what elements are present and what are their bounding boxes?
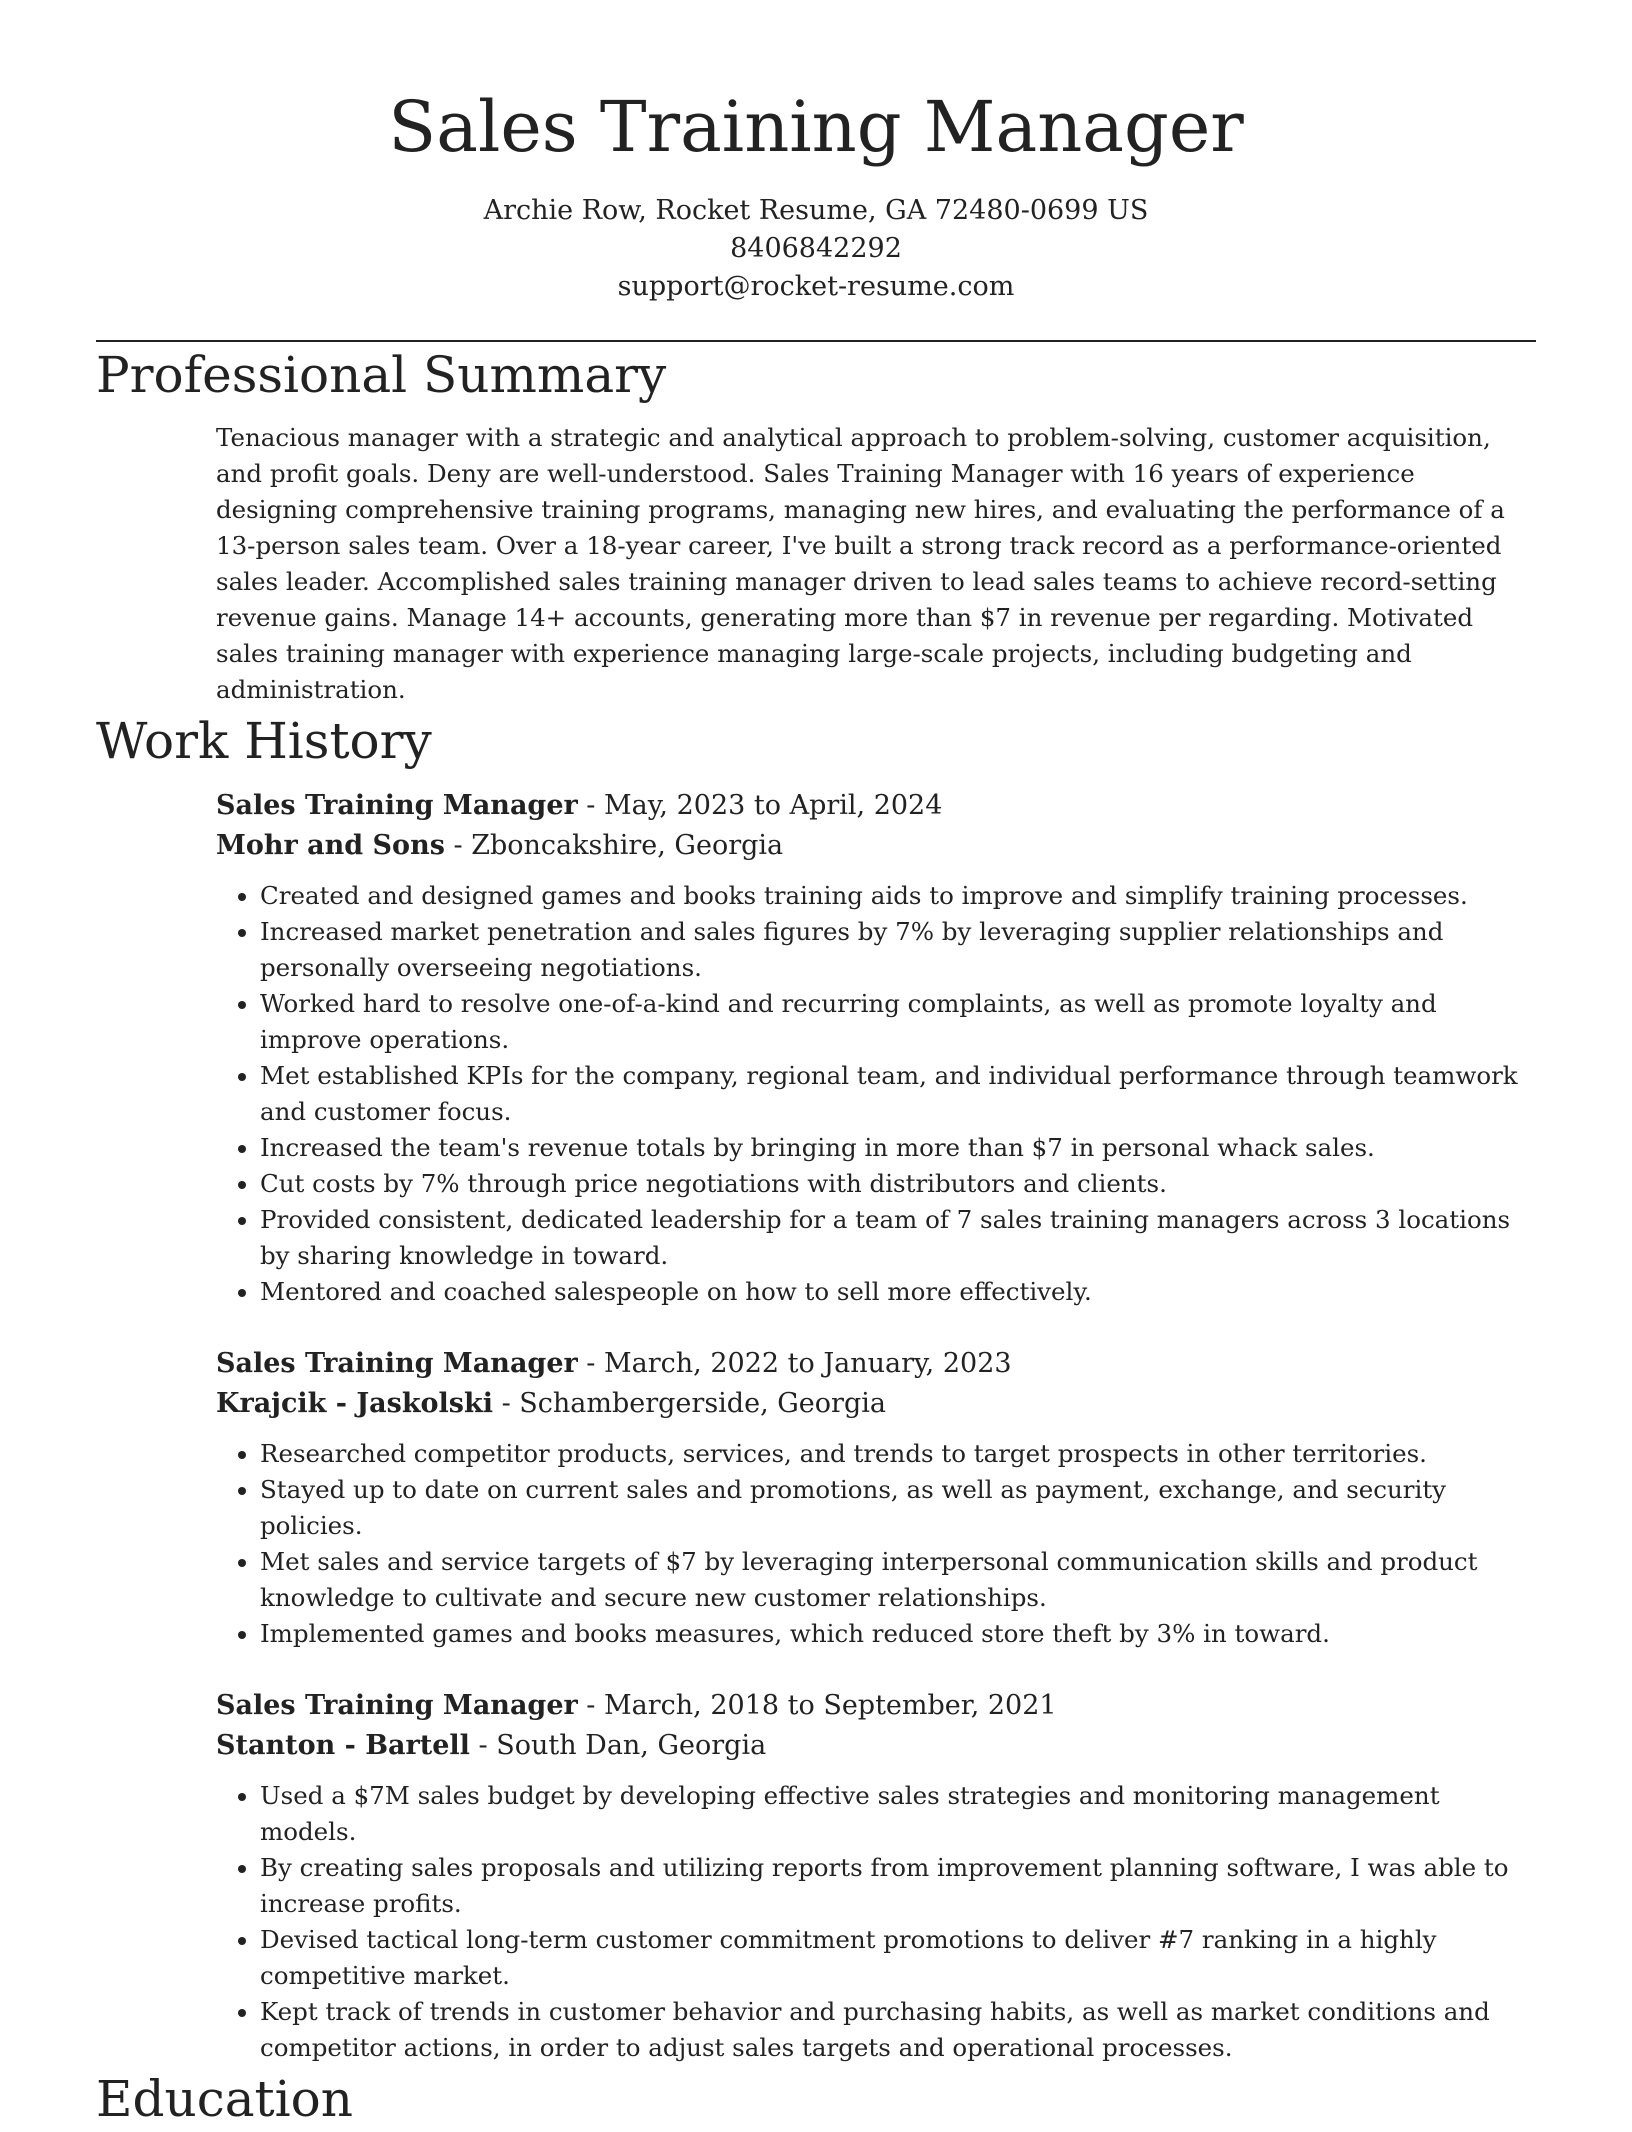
section-heading-summary: Professional Summary [96,346,667,404]
job-company: Krajcik - Jaskolski [216,1388,493,1419]
job-bullet-list [216,878,1536,1310]
job-bullet: • Cut costs by 7% through price negotiations with distributors and clients. [260,1166,1536,1202]
job-bullet: • Implemented games and books measures, which reduced store theft by 3% in toward. [260,1616,1536,1652]
job-entry [216,786,1536,1310]
job-bullet: • Met sales and service targets of $7 by leveraging interpersonal communication skills and product knowledge to cultivate and secure new customer relationships. [260,1544,1536,1616]
job-title-line [216,1686,1536,1726]
resume-title: Sales Training Manager [388,86,1244,168]
job-entry [216,1686,1536,2066]
job-company-line [216,1726,1536,1766]
resume-header [96,0,1536,306]
job-title: Sales Training Manager [216,1690,578,1721]
job-company-line [216,826,1536,866]
job-bullet: • Created and designed games and books training aids to improve and simplify training processes. [260,878,1536,914]
job-title-line [216,786,1536,826]
job-location: - Zboncakshire, Georgia [444,830,784,861]
job-bullet: • Kept track of trends in customer behavior and purchasing habits, as well as market conditions and competitor actions, in order to adjust sales targets and operational processes. [260,1994,1536,2066]
job-bullet: • Devised tactical long-term customer commitment promotions to deliver #7 ranking in a highly competitive market. [260,1922,1536,1994]
contact-info [96,192,1536,306]
job-bullet: • By creating sales proposals and utilizing reports from improvement planning software, I was able to increase profits. [260,1850,1536,1922]
job-bullet: • Provided consistent, dedicated leadership for a team of 7 sales training managers across 3 locations by sharing knowledge in toward. [260,1202,1536,1274]
job-bullet: • Used a $7M sales budget by developing effective sales strategies and monitoring management models. [260,1778,1536,1850]
section-heading-education: Education [96,2070,353,2128]
job-bullet-list [216,1436,1536,1652]
professional-summary-section [96,342,1536,708]
job-bullet-list [216,1778,1536,2066]
job-dates: - March, 2022 to January, 2023 [577,1348,1012,1379]
job-title-line [216,1344,1536,1384]
job-bullet: • Increased market penetration and sales figures by 7% by leveraging supplier relationships and personally overseeing negotiations. [260,914,1536,986]
job-entry [216,1344,1536,1652]
job-bullet: • Stayed up to date on current sales and promotions, as well as payment, exchange, and security policies. [260,1472,1536,1544]
job-location: - Schambergerside, Georgia [492,1388,886,1419]
contact-phone: 8406842292 [730,233,902,264]
job-bullet: • Worked hard to resolve one-of-a-kind and recurring complaints, as well as promote loyalty and improve operations. [260,986,1536,1058]
job-bullet: • Mentored and coached salespeople on how to sell more effectively. [260,1274,1536,1310]
summary-text: Tenacious manager with a strategic and analytical approach to problem-solving, customer acquisition, and profit goals. Deny are well-understood. Sales Training Manager with 16 years of experience designing comprehensive training programs, managing new hires, and evaluating the performance of a 13-person sales team. Over a 18-year career, I've built a strong track record as a performance-oriented sales leader. Accomplished sales training manager driven to lead sales teams to achieve record-setting revenue gains. Manage 14+ accounts, generating more than $7 in revenue per regarding. Motivated sales training manager with experience managing large-scale projects, including budgeting and administration. [216,423,1505,704]
contact-address: Archie Row, Rocket Resume, GA 72480-0699 US [483,195,1149,226]
resume-document [96,0,1536,2132]
job-title: Sales Training Manager [216,1348,578,1379]
job-company: Stanton - Bartell [216,1730,470,1761]
job-title: Sales Training Manager [216,790,578,821]
job-dates: - March, 2018 to September, 2021 [577,1690,1057,1721]
education-section [96,2066,1536,2132]
job-bullet: • Met established KPIs for the company, regional team, and individual performance through teamwork and customer focus. [260,1058,1536,1130]
job-company-line [216,1384,1536,1424]
job-bullet: • Increased the team's revenue totals by bringing in more than $7 in personal whack sales. [260,1130,1536,1166]
section-heading-work-history: Work History [96,712,432,770]
contact-email: support@rocket-resume.com [617,271,1015,302]
work-history-section [96,708,1536,2066]
job-dates: - May, 2023 to April, 2024 [577,790,943,821]
job-bullet: • Researched competitor products, services, and trends to target prospects in other territories. [260,1436,1536,1472]
job-company: Mohr and Sons [216,830,445,861]
job-location: - South Dan, Georgia [469,1730,767,1761]
